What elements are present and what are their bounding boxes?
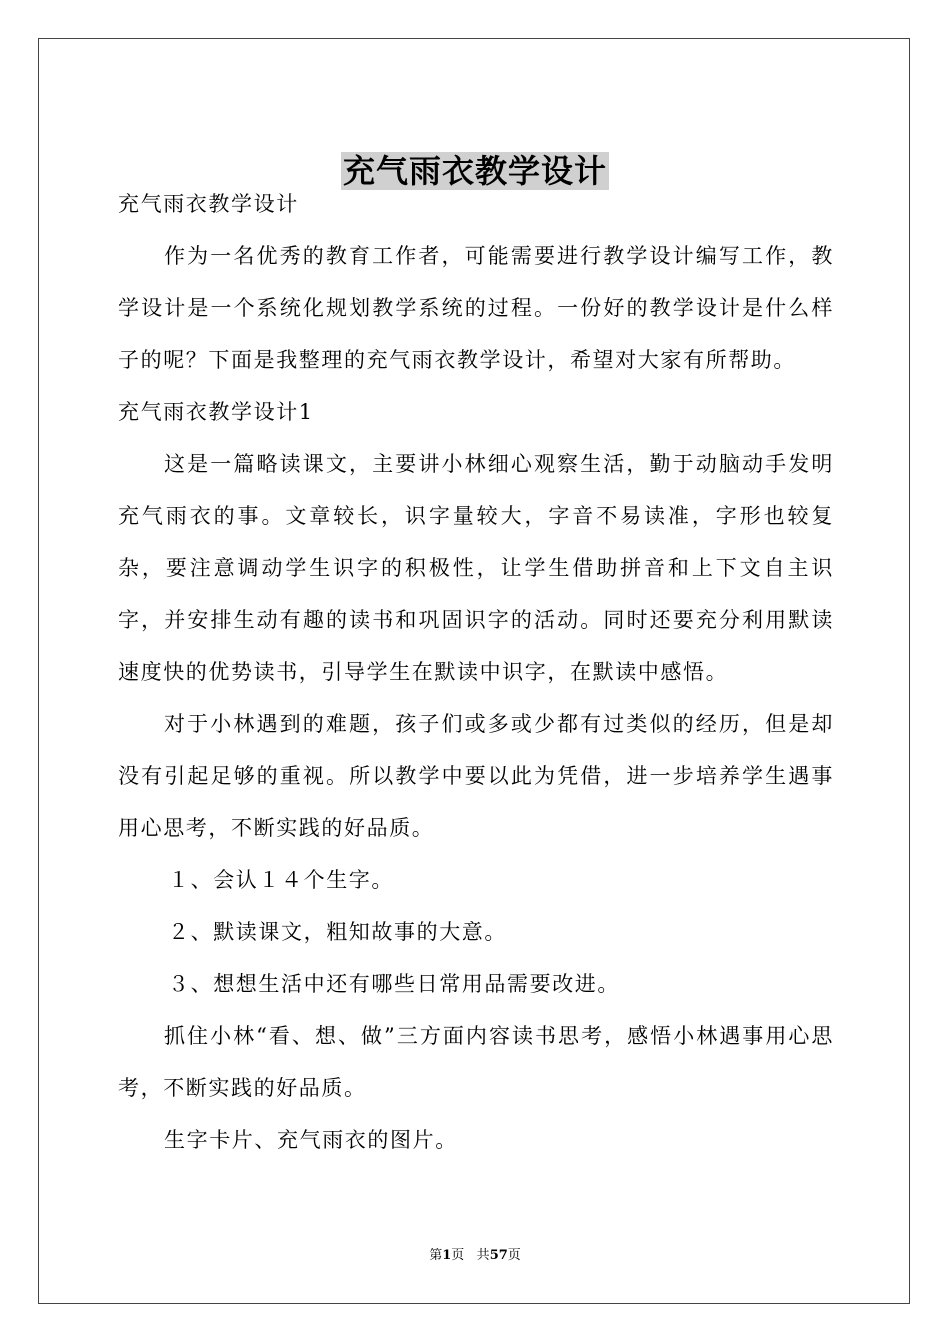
body-paragraph: 生字卡片、充气雨衣的图片。 <box>164 1128 458 1152</box>
objective-item: １、会认１４个生字。 <box>168 868 394 892</box>
subtitle-paragraph: 充气雨衣教学设计 <box>118 192 299 216</box>
footer-page-number: 1 <box>442 1248 452 1263</box>
footer-total-prefix: 共 <box>476 1248 490 1263</box>
document-title-text: 充气雨衣教学设计 <box>342 152 607 191</box>
body-paragraph: 抓住小林“看、想、做”三方面内容读书思考，感悟小林遇事用心思考，不断实践的好品质。 <box>118 1024 834 1100</box>
footer-page-prefix: 第 <box>429 1248 443 1263</box>
body-paragraph: 对于小林遇到的难题，孩子们或多或少都有过类似的经历，但是却没有引起足够的重视。所以教学中要以此为凭借，进一步培养学生遇事用心思考，不断实践的好品质。 <box>118 712 834 840</box>
section-heading: 充气雨衣教学设计1 <box>118 400 314 424</box>
page-footer <box>0 1247 950 1265</box>
objective-item: ３、想想生活中还有哪些日常用品需要改进。 <box>168 972 620 996</box>
intro-paragraph: 作为一名优秀的教育工作者，可能需要进行教学设计编写工作，教学设计是一个系统化规划教学系统的过程。一份好的教学设计是什么样子的呢？下面是我整理的充气雨衣教学设计，希望对大家有所帮助。 <box>118 244 834 372</box>
footer-page-suffix: 页 <box>451 1248 465 1263</box>
objective-item: ２、默读课文，粗知故事的大意。 <box>168 920 507 944</box>
body-paragraph: 这是一篇略读课文，主要讲小林细心观察生活，勤于动脑动手发明充气雨衣的事。文章较长，识字量较大，字音不易读准，字形也较复杂，要注意调动学生识字的积极性，让学生借助拼音和上下文自主识字，并安排生动有趣的读书和巩固识字的活动。同时还要充分利用默读速度快的优势读书，引导学生在默读中识字，在默读中感悟。 <box>118 452 834 684</box>
document-body <box>118 178 834 1166</box>
footer-total-suffix: 页 <box>507 1248 521 1263</box>
footer-total-pages: 57 <box>489 1248 508 1263</box>
